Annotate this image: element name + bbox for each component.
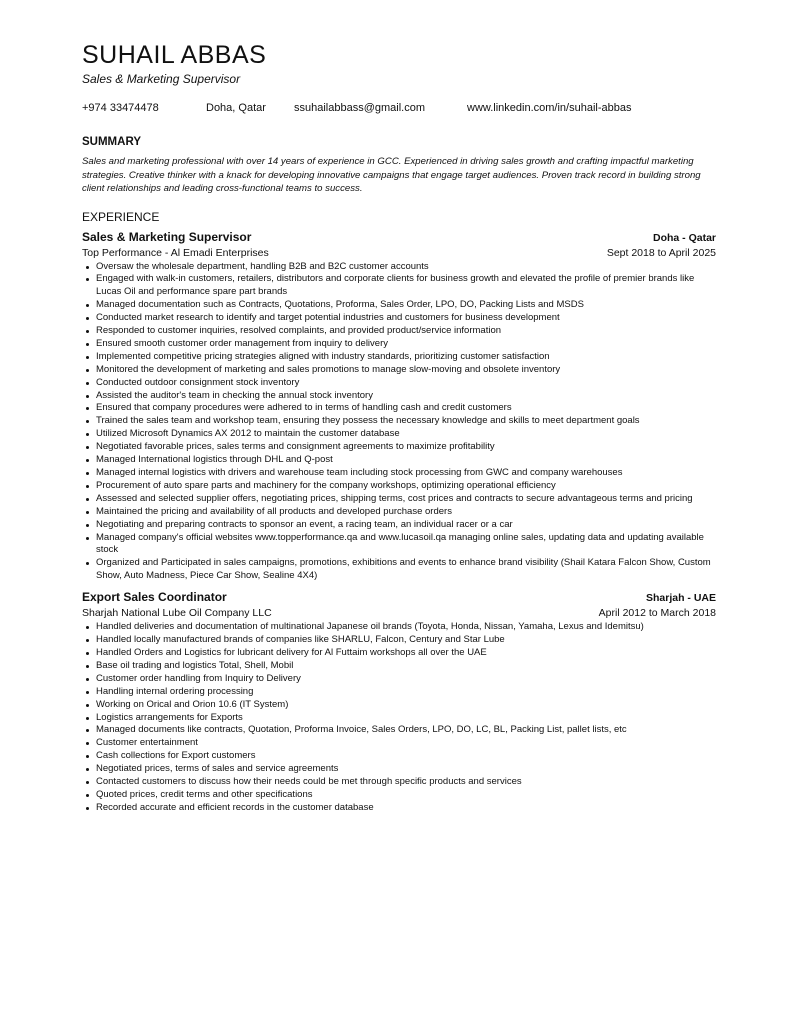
job-dates: Sept 2018 to April 2025 [606,246,716,259]
bullet-item: Managed International logistics through DHL and Q-post [96,454,716,467]
bullet-item: Assisted the auditor's team in checking the annual stock inventory [96,390,716,403]
bullet-item: Negotiated prices, terms of sales and service agreements [96,763,716,776]
bullet-item: Monitored the development of marketing and sales promotions to manage slow-moving and obsolete inventory [96,364,716,377]
bullet-item: Managed internal logistics with drivers and warehouse team including stock processing from GWC and company warehouses [96,467,716,480]
bullet-item: Handling internal ordering processing [96,686,716,699]
job-bullets [82,261,716,584]
bullet-item: Customer order handling from Inquiry to Delivery [96,673,716,686]
bullet-item: Managed documentation such as Contracts, Quotations, Proforma, Sales Order, LPO, DO, Packing Lists and MSDS [96,299,716,312]
job-header [82,230,716,246]
bullet-item: Utilized Microsoft Dynamics AX 2012 to maintain the customer database [96,428,716,441]
job-entry [82,590,716,815]
contact-location: Doha, Qatar [206,102,266,114]
bullet-item: Procurement of auto spare parts and machinery for the company workshops, optimizing operational efficiency [96,480,716,493]
contact-email[interactable]: ssuhailabbass@gmail.com [294,102,426,114]
candidate-headline: Sales & Marketing Supervisor [82,72,241,86]
candidate-name: SUHAIL ABBAS [82,41,267,69]
bullet-item: Organized and Participated in sales campaigns, promotions, exhibitions and events to enhance brand visibility (Shail Katara Falcon Show, Custom Show, Auto Madness, Piece Car Show, Sealine 4X4) [96,557,716,583]
job-entry [82,230,716,584]
bullet-item: Handled deliveries and documentation of multinational Japanese oil brands (Toyota, Honda, Nissan, Yamaha, Lexus and Idemitsu) [96,621,716,634]
bullet-item: Implemented competitive pricing strategies aligned with industry standards, prioritizing customer satisfaction [96,351,716,364]
summary-text: Sales and marketing professional with over 14 years of experience in GCC. Experienced in driving sales growth and crafting impactful marketing strategies. Creative thinker with a knack for developing innovative campaigns that engage target audiences. Proven track record in building strong client relationships and leading cross-functional teams to success. [82,156,701,194]
resume-page [82,40,716,815]
bullet-item: Engaged with walk-in customers, retailers, distributors and corporate clients for business growth and elevated the profile of premier brands like Lucas Oil and performance spare part brands [96,273,716,299]
bullet-item: Negotiated favorable prices, sales terms and consignment agreements to maximize profitability [96,441,716,454]
bullet-item: Managed company's official websites www.topperformance.qa and www.lucasoil.qa managing online sales, updating data and updating available stock [96,532,716,558]
job-subheader [82,246,716,260]
bullet-item: Oversaw the wholesale department, handling B2B and B2C customer accounts [96,261,716,274]
experience-heading: EXPERIENCE [82,209,160,224]
summary-heading: SUMMARY [82,136,141,148]
job-location: Doha - Qatar [652,231,716,244]
contact-row [82,101,716,115]
job-header [82,590,716,606]
job-title: Export Sales Coordinator [82,590,227,605]
bullet-item: Maintained the pricing and availability of all products and developed purchase orders [96,506,716,519]
bullet-item: Assessed and selected supplier offers, negotiating prices, shipping terms, cost prices and contracts to secure advantageous terms and pricing [96,493,716,506]
bullet-item: Contacted customers to discuss how their needs could be met through specific products and services [96,776,716,789]
bullet-item: Logistics arrangements for Exports [96,712,716,725]
bullet-item: Conducted outdoor consignment stock inventory [96,377,716,390]
bullet-item: Ensured smooth customer order management from inquiry to delivery [96,338,716,351]
job-bullets [82,621,716,815]
job-dates: April 2012 to March 2018 [598,607,716,620]
bullet-item: Working on Orical and Orion 10.6 (IT System) [96,699,716,712]
job-subheader [82,606,716,620]
bullet-item: Conducted market research to identify and target potential industries and customers for business development [96,312,716,325]
bullet-item: Responded to customer inquiries, resolved complaints, and provided product/service information [96,325,716,338]
bullet-item: Negotiating and preparing contracts to sponsor an event, a racing team, an individual racer or a car [96,519,716,532]
bullet-item: Recorded accurate and efficient records in the customer database [96,802,716,815]
bullet-item: Cash collections for Export customers [96,750,716,763]
bullet-item: Handled locally manufactured brands of companies like SHARLU, Falcon, Century and Star Lube [96,634,716,647]
bullet-item: Trained the sales team and workshop team, ensuring they possess the necessary knowledge and skills to meet department goals [96,415,716,428]
bullet-item: Customer entertainment [96,737,716,750]
job-title: Sales & Marketing Supervisor [82,229,252,244]
bullet-item: Quoted prices, credit terms and other specifications [96,789,716,802]
job-location: Sharjah - UAE [645,592,716,605]
job-company: Sharjah National Lube Oil Company LLC [82,607,272,620]
bullet-item: Base oil trading and logistics Total, Shell, Mobil [96,660,716,673]
bullet-item: Handled Orders and Logistics for lubricant delivery for Al Futtaim workshops all over the UAE [96,647,716,660]
contact-phone: +974 33474478 [82,102,159,114]
contact-linkedin[interactable]: www.linkedin.com/in/suhail-abbas [467,102,632,114]
job-company: Top Performance - Al Emadi Enterprises [82,246,269,259]
bullet-item: Managed documents like contracts, Quotation, Proforma Invoice, Sales Orders, LPO, DO, LC, BL, Packing List, pallet lists, etc [96,724,716,737]
bullet-item: Ensured that company procedures were adhered to in terms of handling cash and credit customers [96,402,716,415]
